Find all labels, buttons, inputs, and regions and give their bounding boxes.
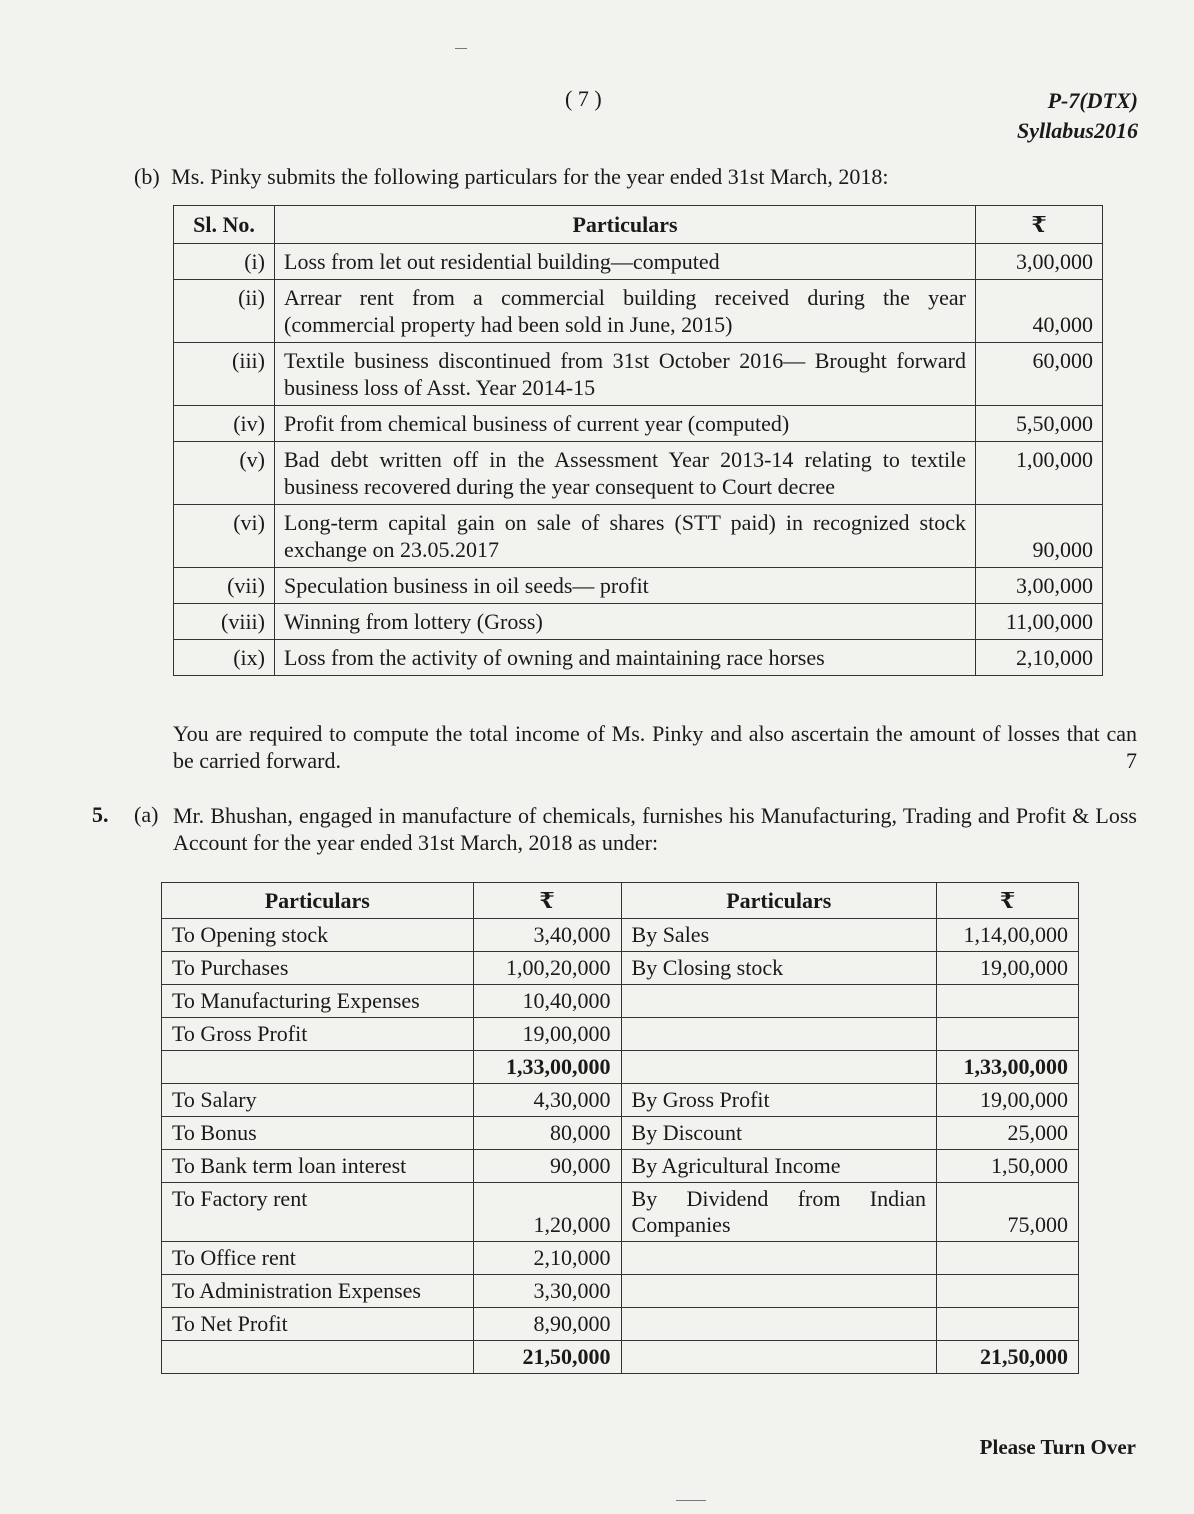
dr-particulars: To Office rent	[162, 1242, 474, 1275]
dr-particulars: To Factory rent	[162, 1183, 474, 1242]
cr-amount: 1,14,00,000	[937, 919, 1079, 952]
table-header-row	[174, 206, 1103, 244]
dr-amount: 90,000	[473, 1150, 621, 1183]
dr-amount: 21,50,000	[473, 1341, 621, 1374]
dr-particulars: To Bonus	[162, 1117, 474, 1150]
q4b-intro-text: Ms. Pinky submits the following particulars for the year ended 31st March, 2018:	[171, 164, 889, 189]
table-row	[174, 280, 1103, 343]
dr-particulars: To Bank term loan interest	[162, 1150, 474, 1183]
particulars-cell: Winning from lottery (Gross)	[275, 604, 976, 640]
table-row	[162, 1183, 1079, 1242]
q4b-label: (b)	[134, 164, 160, 189]
dr-particulars: To Administration Expenses	[162, 1275, 474, 1308]
sl-no: (iii)	[174, 343, 275, 406]
cr-amount: 75,000	[937, 1183, 1079, 1242]
cr-particulars	[621, 985, 937, 1018]
dr-amount: 3,30,000	[473, 1275, 621, 1308]
paper-code: P-7(DTX)	[1047, 88, 1138, 113]
column-header-amount: ₹	[976, 206, 1103, 244]
cr-particulars: By Agricultural Income	[621, 1150, 937, 1183]
table-header-row	[162, 883, 1079, 919]
sl-no: (v)	[174, 442, 275, 505]
amount-cell: 5,50,000	[976, 406, 1103, 442]
table-row	[174, 640, 1103, 676]
table-row	[174, 406, 1103, 442]
particulars-cell: Speculation business in oil seeds— profit	[275, 568, 976, 604]
table-row	[174, 343, 1103, 406]
amount-cell: 11,00,000	[976, 604, 1103, 640]
sl-no: (vi)	[174, 505, 275, 568]
table-row	[162, 1117, 1079, 1150]
cr-particulars	[621, 1341, 937, 1374]
cr-amount: 1,50,000	[937, 1150, 1079, 1183]
dr-particulars: To Purchases	[162, 952, 474, 985]
amount-cell: 60,000	[976, 343, 1103, 406]
scan-mark	[455, 48, 467, 49]
particulars-cell: Loss from let out residential building—computed	[275, 244, 976, 280]
sl-no: (viii)	[174, 604, 275, 640]
table-row	[162, 1275, 1079, 1308]
q4b-requirement	[173, 720, 1137, 774]
total-row	[162, 1051, 1079, 1084]
amount-cell: 3,00,000	[976, 244, 1103, 280]
dr-amount: 19,00,000	[473, 1018, 621, 1051]
amount-cell: 1,00,000	[976, 442, 1103, 505]
table-row	[174, 442, 1103, 505]
dr-particulars	[162, 1341, 474, 1374]
table-row	[162, 1308, 1079, 1341]
sl-no: (i)	[174, 244, 275, 280]
dr-particulars	[162, 1051, 474, 1084]
table-row	[162, 1150, 1079, 1183]
please-turn-over: Please Turn Over	[979, 1435, 1136, 1459]
cr-particulars	[621, 1051, 937, 1084]
particulars-cell: Profit from chemical business of current year (computed)	[275, 406, 976, 442]
dr-particulars: To Opening stock	[162, 919, 474, 952]
page-number: ( 7 )	[565, 86, 602, 111]
cr-amount: 25,000	[937, 1117, 1079, 1150]
table-row	[174, 604, 1103, 640]
q5a-label: (a)	[134, 802, 159, 827]
dr-amount: 3,40,000	[473, 919, 621, 952]
column-header-cr-amount: ₹	[937, 883, 1079, 919]
amount-cell: 90,000	[976, 505, 1103, 568]
cr-amount	[937, 985, 1079, 1018]
requirement-text: You are required to compute the total income of Ms. Pinky and also ascertain the amount of losses that can be carried forward.	[173, 721, 1137, 773]
q4b-particulars-table	[173, 205, 1103, 676]
cr-amount	[937, 1018, 1079, 1051]
cr-amount: 19,00,000	[937, 952, 1079, 985]
cr-particulars	[621, 1275, 937, 1308]
table-row	[162, 985, 1079, 1018]
cr-amount	[937, 1308, 1079, 1341]
q4b-intro	[134, 164, 888, 190]
question-number: 5.	[92, 802, 109, 827]
q5a-intro: Mr. Bhushan, engaged in manufacture of chemicals, furnishes his Manufacturing, Trading and Profit & Loss Account for the year ended 31st March, 2018 as under:	[173, 803, 1137, 855]
cr-amount	[937, 1275, 1079, 1308]
column-header-dr-particulars: Particulars	[162, 883, 474, 919]
cr-particulars: By Discount	[621, 1117, 937, 1150]
cr-amount: 21,50,000	[937, 1341, 1079, 1374]
amount-cell: 3,00,000	[976, 568, 1103, 604]
table-row	[174, 505, 1103, 568]
dr-amount: 10,40,000	[473, 985, 621, 1018]
cr-particulars: By Gross Profit	[621, 1084, 937, 1117]
table-row	[162, 1242, 1079, 1275]
sl-no: (iv)	[174, 406, 275, 442]
sl-no: (vii)	[174, 568, 275, 604]
cr-particulars: By Sales	[621, 919, 937, 952]
particulars-cell: Loss from the activity of owning and maintaining race horses	[275, 640, 976, 676]
column-header-sl: Sl. No.	[174, 206, 275, 244]
table-row	[162, 1018, 1079, 1051]
dr-amount: 1,33,00,000	[473, 1051, 621, 1084]
sl-no: (ii)	[174, 280, 275, 343]
marks: 7	[1126, 748, 1137, 773]
dr-amount: 2,10,000	[473, 1242, 621, 1275]
dr-particulars: To Salary	[162, 1084, 474, 1117]
dr-amount: 80,000	[473, 1117, 621, 1150]
table-row	[162, 1084, 1079, 1117]
particulars-cell: Bad debt written off in the Assessment Year 2013-14 relating to textile business recovered during the year consequent to Court decree	[275, 442, 976, 505]
cr-amount: 19,00,000	[937, 1084, 1079, 1117]
column-header-cr-particulars: Particulars	[621, 883, 937, 919]
dr-amount: 1,00,20,000	[473, 952, 621, 985]
sl-no: (ix)	[174, 640, 275, 676]
amount-cell: 2,10,000	[976, 640, 1103, 676]
particulars-cell: Arrear rent from a commercial building received during the year (commercial property had been sold in June, 2015)	[275, 280, 976, 343]
table-row	[174, 568, 1103, 604]
cr-particulars: By Closing stock	[621, 952, 937, 985]
cr-particulars	[621, 1242, 937, 1275]
dr-amount: 8,90,000	[473, 1308, 621, 1341]
table-row	[162, 919, 1079, 952]
scan-mark	[676, 1500, 706, 1501]
dr-particulars: To Net Profit	[162, 1308, 474, 1341]
paper-code-block	[1017, 86, 1138, 146]
profit-loss-account-table	[161, 882, 1079, 1374]
table-row	[162, 952, 1079, 985]
particulars-cell: Textile business discontinued from 31st October 2016— Brought forward business loss of Asst. Year 2014-15	[275, 343, 976, 406]
cr-particulars	[621, 1308, 937, 1341]
amount-cell: 40,000	[976, 280, 1103, 343]
cr-amount	[937, 1242, 1079, 1275]
cr-amount: 1,33,00,000	[937, 1051, 1079, 1084]
particulars-cell: Long-term capital gain on sale of shares (STT paid) in recognized stock exchange on 23.05.2017	[275, 505, 976, 568]
dr-particulars: To Manufacturing Expenses	[162, 985, 474, 1018]
dr-particulars: To Gross Profit	[162, 1018, 474, 1051]
column-header-dr-amount: ₹	[473, 883, 621, 919]
dr-amount: 1,20,000	[473, 1183, 621, 1242]
dr-amount: 4,30,000	[473, 1084, 621, 1117]
cr-particulars	[621, 1018, 937, 1051]
table-row	[174, 244, 1103, 280]
total-row	[162, 1341, 1079, 1374]
column-header-particulars: Particulars	[275, 206, 976, 244]
cr-particulars: By Dividend from Indian Companies	[621, 1183, 937, 1242]
syllabus-label: Syllabus2016	[1016, 118, 1138, 143]
